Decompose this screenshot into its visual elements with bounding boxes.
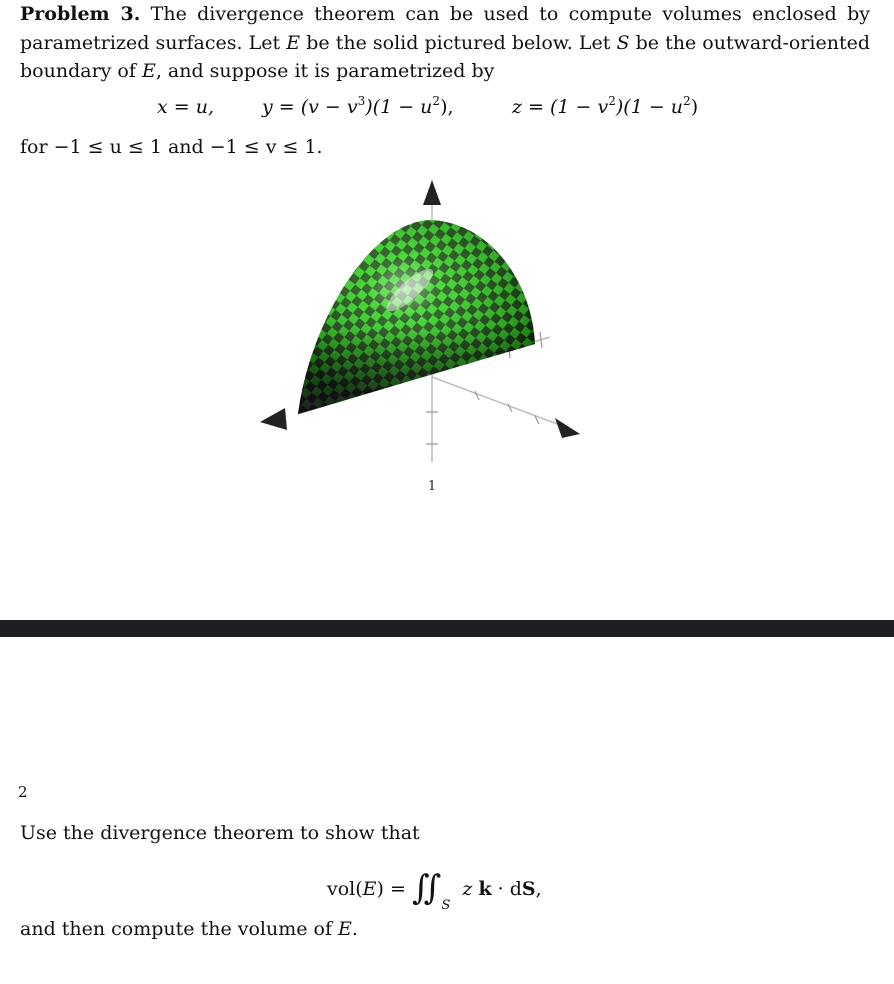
part2-outro: and then compute the volume of E. xyxy=(20,918,358,940)
x-axis-arrow xyxy=(555,418,580,438)
y-axis-arrow xyxy=(260,408,287,430)
parameter-range: for −1 ≤ u ≤ 1 and −1 ≤ v ≤ 1. xyxy=(20,136,323,158)
z-axis-arrow xyxy=(423,180,441,205)
page-number: 2 xyxy=(18,783,28,801)
part2-intro: Use the divergence theorem to show that xyxy=(20,822,420,844)
equation-z: $z = (1 - v^2)(1 - u^2)$ xyxy=(512,94,699,118)
integrand-k: k xyxy=(478,878,492,900)
var-s: S xyxy=(616,31,630,54)
problem-text-3: be the outward-oriented boundary of xyxy=(20,31,870,82)
var-e: E xyxy=(286,31,301,54)
integrand-s: S xyxy=(521,878,536,900)
integrand-z: z xyxy=(462,878,473,900)
volume-equation xyxy=(327,864,542,914)
integrand-end: , xyxy=(535,878,542,900)
equation-y: $y = (v - v^3)(1 - u^2)$, xyxy=(262,94,454,118)
parametrization-equations xyxy=(0,96,894,126)
page-divider xyxy=(0,620,894,637)
solid-figure xyxy=(250,172,610,502)
integral-subscript: S xyxy=(441,898,451,913)
problem-heading: Problem 3. xyxy=(20,3,141,25)
problem-text-2: be the solid pictured below. Let xyxy=(306,31,611,54)
problem-text-4: , and suppose it is parametrized by xyxy=(155,60,495,82)
problem-text-1: The divergence theorem can be used to compute volumes enclosed by parametrized surfaces. Let xyxy=(20,3,870,54)
var-e-2: E xyxy=(141,60,156,82)
vol-lhs: vol(E) = xyxy=(327,878,412,900)
double-integral: ∫∫ xyxy=(411,868,436,908)
surface-shadow xyxy=(298,220,535,414)
problem-statement xyxy=(20,0,870,86)
integrand-dot: · d xyxy=(491,878,522,900)
axis-tick-label: 1 xyxy=(427,479,437,494)
x-axis xyxy=(432,377,568,428)
equation-x: x = u, xyxy=(157,96,214,118)
